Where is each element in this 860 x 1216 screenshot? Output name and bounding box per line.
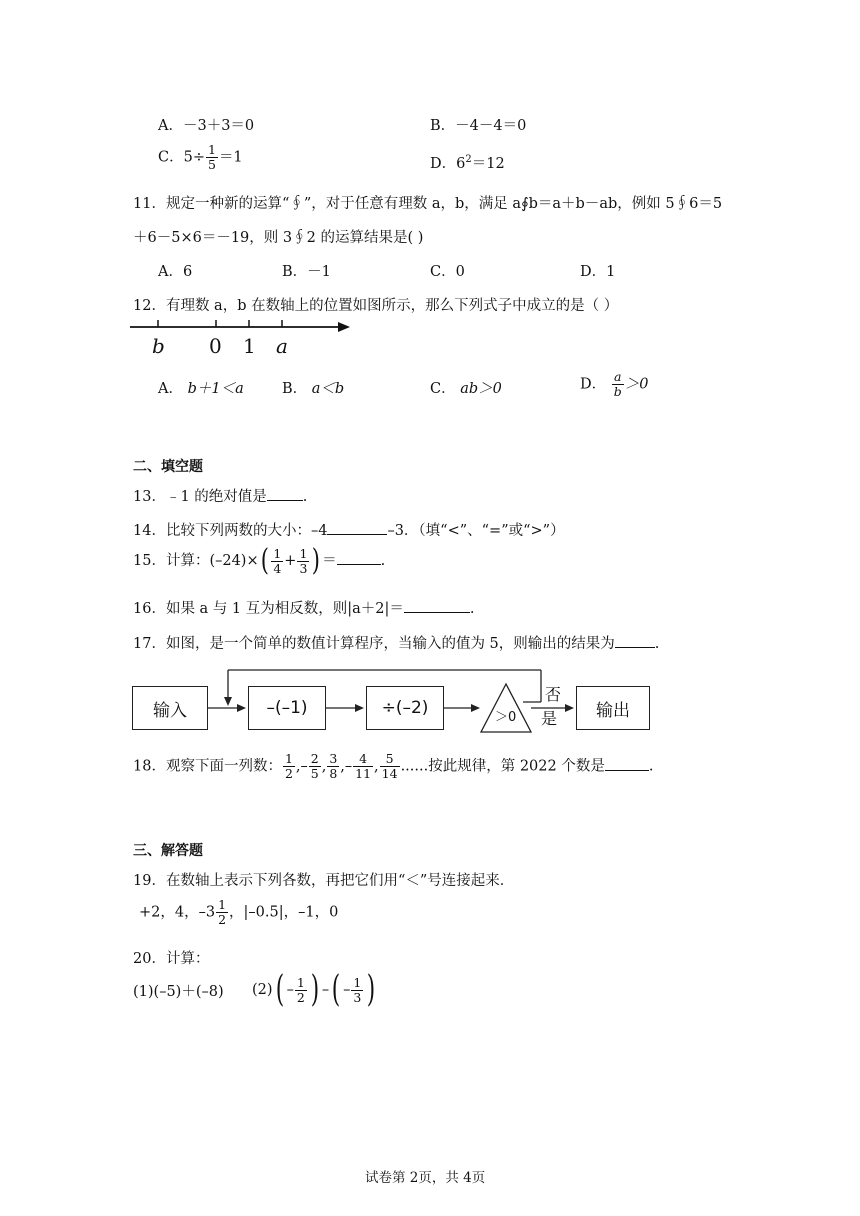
q20-part2: (2)( – $\frac{1}{2}$ ) –( – $\frac{1}{3}$ ): [252, 969, 376, 1010]
q10-option-d: D．$6^2=12$: [430, 154, 505, 172]
q11-option-a: A．6: [158, 264, 193, 280]
q10-option-c: C．5÷ $\frac{1}{5}$ ＝1: [158, 142, 243, 172]
flow-step1-box: –(–1): [248, 686, 326, 730]
q10-option-a: A．－3＋3＝0: [158, 118, 255, 134]
flow-label-yes: 是: [541, 709, 558, 728]
q12-option-a: A． b＋1＜a: [158, 381, 244, 397]
axis-label-1: 1: [243, 334, 256, 358]
flow-input-box: 输入: [132, 686, 208, 730]
q20-part1: (1)(–5)＋(–8): [133, 984, 224, 1000]
q18: 18．观察下面一列数： $\frac{1}{2}$ ,– $\frac{2}{5}$ , $\frac{3}{8}$ ,– $\frac{4}{11}$ , $\frac{5}{14}$ ......按此规律，第 2022 个数是 .: [133, 751, 654, 781]
q19-stem: 19．在数轴上表示下列各数，再把它们用“＜”号连接起来．: [133, 873, 515, 889]
q12-option-b: B． a＜b: [282, 381, 345, 397]
q20-stem: 20．计算：: [133, 951, 210, 967]
axis-label-0: 0: [209, 334, 222, 358]
axis-label-b: b: [152, 334, 165, 358]
q11-option-b: B．－1: [282, 264, 331, 280]
q17: 17．如图，是一个简单的数值计算程序，当输入的值为 5，则输出的结果为 .: [133, 632, 659, 653]
q12-option-d: D． $\frac{a}{b}$ ＞0: [580, 369, 649, 399]
flow-label-no: 否: [545, 685, 562, 704]
q12-stem: 12．有理数 a，b 在数轴上的位置如图所示，那么下列式子中成立的是（ ）: [133, 298, 619, 314]
q11-option-d: D．1: [580, 264, 616, 280]
fraction: $\frac{1}{2}$: [296, 974, 305, 1005]
q16: 16．如果 a 与 1 互为相反数，则|a＋2|＝ .: [133, 597, 475, 618]
q11-stem-line2: ＋6－5×6＝－19，则 3∮2 的运算结果是( ): [133, 230, 424, 246]
q11-option-c: C．0: [430, 264, 465, 280]
axis-label-a: a: [276, 334, 288, 358]
fraction: $\frac{1}{4}$: [273, 545, 282, 576]
fraction: $\frac{5}{14}$: [381, 751, 398, 781]
flow-step2-box: ÷(–2): [366, 686, 444, 730]
answer-blank: [267, 486, 303, 501]
q19-numbers: +2，4，–3 $\frac{1}{2}$ ，|–0.5|，–1，0: [139, 897, 339, 927]
q15: 15．计算：(–24)×( $\frac{1}{4}$ + $\frac{1}{3}$ ) ＝ .: [133, 543, 386, 578]
q10-option-b: B．－4－4＝0: [430, 118, 527, 134]
fraction: $\frac{a}{b}$: [613, 369, 622, 399]
flow-output-box: 输出: [576, 686, 650, 730]
answer-blank: [337, 550, 381, 565]
fraction: $\frac{2}{5}$: [310, 751, 319, 781]
answer-blank: [327, 520, 387, 535]
q13: 13．﹣1 的绝对值是 .: [133, 485, 307, 506]
fraction: $\frac{1}{2}$: [218, 897, 227, 927]
section-title-answer: 三、解答题: [133, 843, 203, 859]
q14: 14．比较下列两数的大小：–4 –3．（填“<”、“=”或“>”）: [133, 519, 565, 540]
answer-blank: [605, 756, 649, 771]
q11-stem-line1: 11．规定一种新的运算“∮”，对于任意有理数 a，b，满足 a∮b＝a＋b－ab，例如 5∮6＝5: [133, 196, 723, 212]
q12-option-c: C． ab＞0: [430, 381, 502, 397]
fraction: $\frac{1}{3}$: [299, 545, 308, 576]
section-title-fill-in: 二、填空题: [133, 459, 203, 475]
fraction: $\frac{1}{3}$: [353, 974, 362, 1005]
answer-blank: [615, 633, 655, 648]
page-footer: 试卷第 2页，共 4页: [365, 1170, 486, 1186]
fraction: $\frac{1}{2}$: [284, 751, 293, 781]
fraction: $\frac{1}{5}$: [207, 142, 216, 172]
fraction: $\frac{4}{11}$: [355, 751, 372, 781]
fraction: $\frac{3}{8}$: [329, 751, 338, 781]
flow-condition: ＞0: [495, 710, 517, 725]
answer-blank: [404, 598, 470, 613]
